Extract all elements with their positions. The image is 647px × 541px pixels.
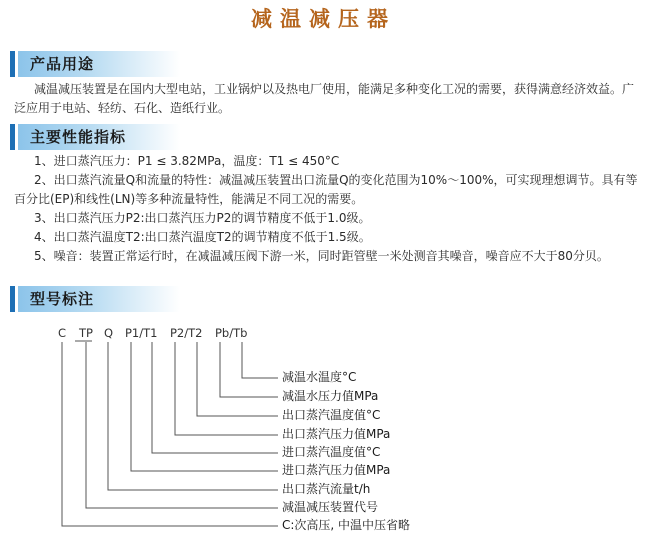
connector-p2 <box>175 342 278 435</box>
desc-tb: 减温水温度°C <box>282 370 357 384</box>
code-pb-tb: Pb/Tb <box>215 326 248 340</box>
connector-tp <box>86 342 278 508</box>
list-item: 2、出口蒸汽流量Q和流量的特性：减温减压装置出口流量Q的变化范围为10%～100%，可实现理想调节。具有等百分比(EP)和线性(LN)等多种流量特性，能满足不同工况的需要。 <box>14 173 638 206</box>
desc-c: C:次高压, 中温中压省略 <box>282 518 411 532</box>
list-item: 4、出口蒸汽温度T2:出口蒸汽温度T2的调节精度不低于1.5级。 <box>34 230 371 244</box>
desc-tp: 减温减压装置代号 <box>282 500 379 514</box>
connector-t2 <box>197 342 278 416</box>
desc-t1: 进口蒸汽温度值°C <box>282 445 381 459</box>
desc-t2: 出口蒸汽温度值°C <box>282 408 381 422</box>
page-title: 减温减压器 <box>251 7 396 31</box>
desc-p1: 进口蒸汽压力值MPa <box>282 463 391 477</box>
desc-p2: 出口蒸汽压力值MPa <box>282 427 391 441</box>
connector-p1 <box>131 342 278 471</box>
code-p1-t1: P1/T1 <box>125 326 158 340</box>
connector-c <box>62 342 278 526</box>
code-c: C <box>58 326 67 340</box>
code-q: Q <box>104 326 114 340</box>
section-heading-label: 主要性能指标 <box>18 124 180 150</box>
section-heading-label: 型号标注 <box>18 286 180 312</box>
code-p2-t2: P2/T2 <box>170 326 203 340</box>
code-tp: TP <box>79 326 93 340</box>
section-heading-label: 产品用途 <box>18 51 180 77</box>
list-item: 3、出口蒸汽压力P2:出口蒸汽压力P2的调节精度不低于1.0级。 <box>34 211 371 225</box>
list-item: 5、噪音：装置正常运行时，在减温减压阀下游一米，同时距管壁一米处测音其噪音，噪音应不大于80分贝。 <box>34 249 609 263</box>
desc-q: 出口蒸汽流量t/h <box>282 482 371 496</box>
desc-pb: 减温水压力值MPa <box>282 389 379 403</box>
list-item: 1、进口蒸汽压力：P1 ≤ 3.82MPa，温度：T1 ≤ 450°C <box>34 154 340 168</box>
connector-pb <box>220 342 278 397</box>
connector-tb <box>242 342 278 378</box>
usage-text: 减温减压装置是在国内大型电站，工业锅炉以及热电厂使用，能满足多种变化工况的需要，获得满意经济效益。广泛应用于电站、轻纺、石化、造纸行业。 <box>14 82 635 115</box>
